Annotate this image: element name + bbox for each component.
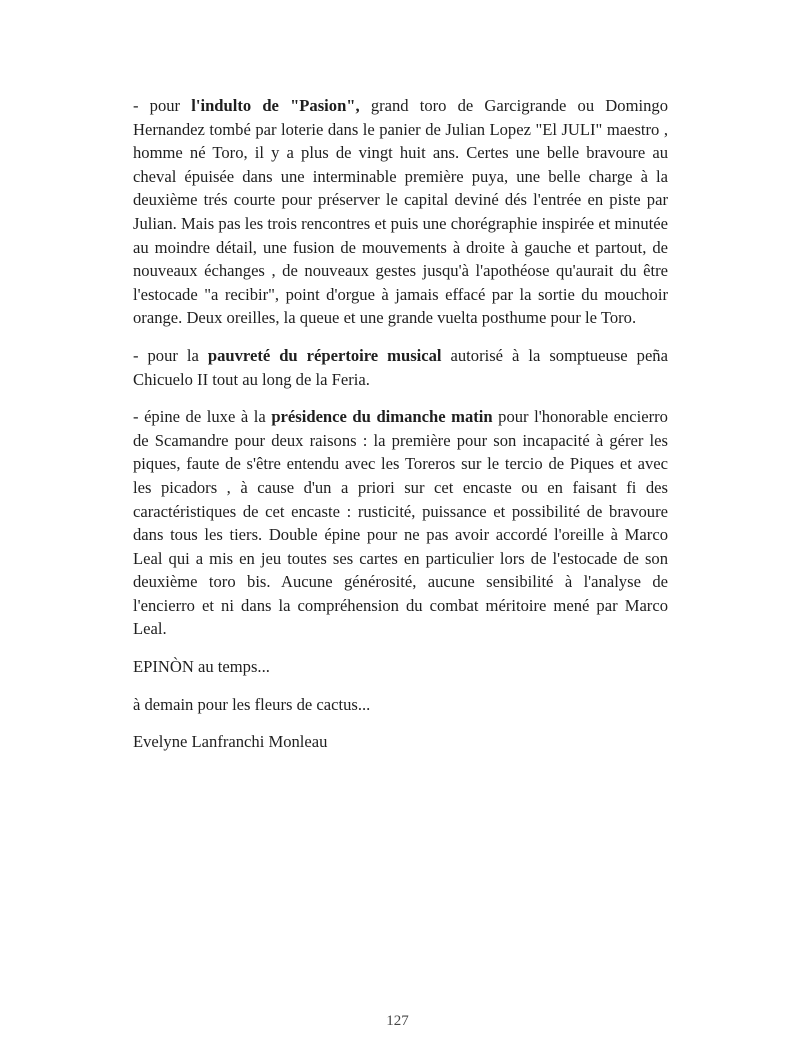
bold-run: pauvreté du répertoire musical <box>207 345 442 365</box>
paragraph-presidence-dimanche <box>133 405 668 641</box>
paragraph-signature <box>133 730 668 754</box>
text-run: - épine de luxe à la <box>133 407 272 427</box>
text-run: pour l'honorable encierro de Scamandre pour deux raisons : la première pour son incapacité à gérer les piques, faute de s'être entendu avec les Toreros sur le tercio de Piques et avec les picadors , à cause d'un a priori sur cet encaste ou en faisant fi des caractéristiques de cet encaste : rusticité, puissance et possibilité de bravoure dans tous les tiers. Double épine pour ne pas avoir accordé l'oreille à Marco Leal qui a mis en jeu toutes ses cartes en particulier lors de l'estocade de son deuxième toro bis. Aucune générosité, aucune sensibilité à l'analyse de l'encierro et ni dans la compréhension du combat méritoire mené par Marco Leal. <box>133 407 668 639</box>
bold-run: présidence du dimanche matin <box>271 407 493 427</box>
text-run: autorisé à la somptueuse peña Chicuelo II tout au long de la Feria. <box>133 345 668 389</box>
text-run: - pour <box>133 96 192 115</box>
paragraph-epinon <box>133 655 668 679</box>
paragraph-a-demain <box>133 693 668 717</box>
text-run: grand toro de Garcigrande ou Domingo Hernandez tombé par loterie dans le panier de Julian Lopez "El JULI" maestro , homme né Toro, il y a plus de vingt huit ans. Certes une belle bravoure au cheval épuisée dans une interminable première puya, une belle charge à la deuxième trés courte pour préserver le capital deviné dés l'entrée en piste par Julian. Mais pas les trois rencontres et puis une chorégraphie inspirée et minutée au moindre détail, une fusion de mouvements à droite à gauche et partout, de nouveaux échanges , de nouveaux gestes jusqu'à l'apothéose qu'aurait du être l'estocade "a recibir", point d'orgue à jamais effacé par la sortie du mouchoir orange. Deux oreilles, la queue et une grande vuelta posthume pour le Toro. <box>133 96 668 328</box>
text-run: - pour la <box>133 345 208 365</box>
bold-run: l'indulto de "Pasion", <box>191 96 360 115</box>
paragraph-indulto-pasion <box>133 94 668 330</box>
text-run: EPINÒN au temps... <box>133 657 270 677</box>
page-number: 127 <box>386 1013 409 1029</box>
paragraph-repertoire-musical <box>133 344 668 391</box>
text-block <box>133 94 668 768</box>
text-run: à demain pour les fleurs de cactus... <box>133 694 371 714</box>
author-name: Evelyne Lanfranchi Monleau <box>133 732 328 752</box>
